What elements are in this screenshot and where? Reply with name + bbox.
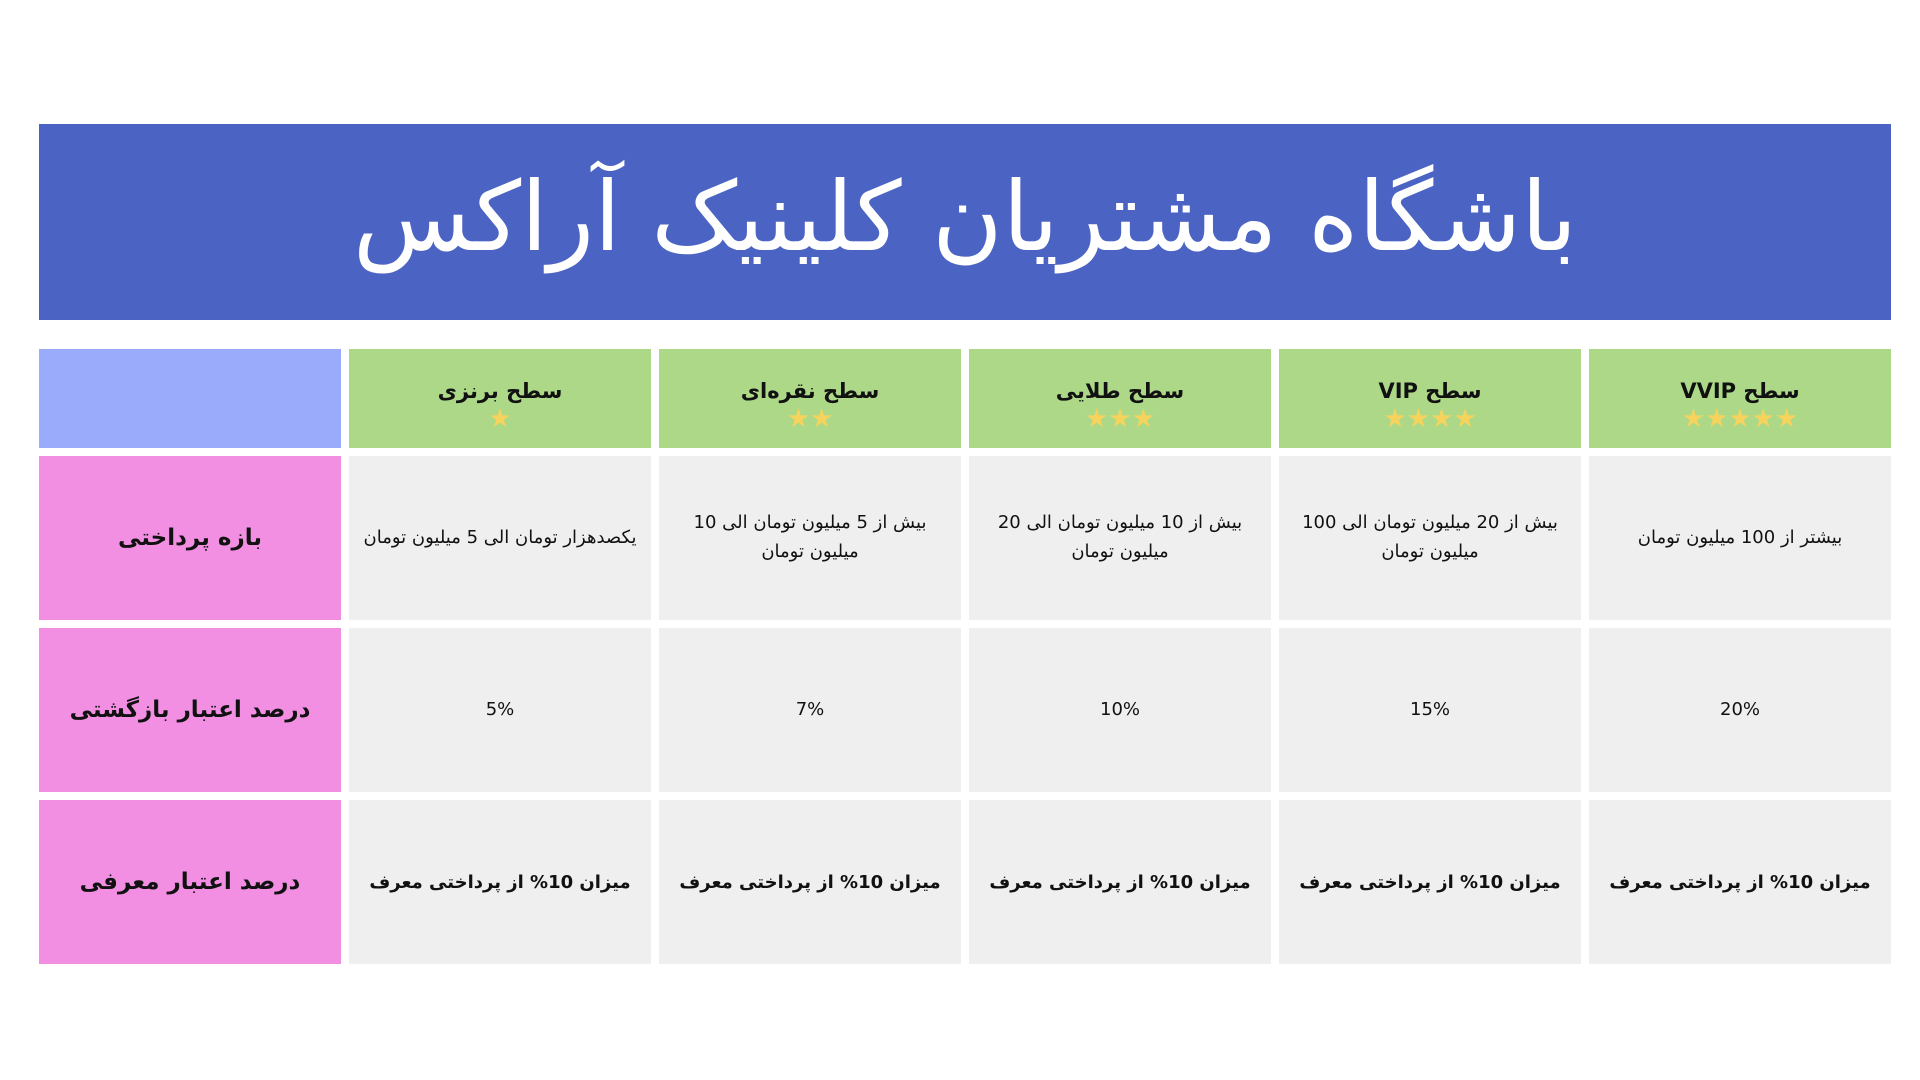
table-cell: یکصدهزار تومان الی 5 میلیون تومان xyxy=(349,456,651,620)
cashback-value: 10% xyxy=(1100,698,1141,720)
table-cell xyxy=(349,628,651,792)
table-cell xyxy=(659,628,961,792)
table-cell: میزان 10% از پرداختی معرف xyxy=(969,800,1271,964)
membership-table xyxy=(39,349,1891,962)
page-title: باشگاه مشتریان کلینیک آراکس xyxy=(352,161,1578,273)
cashback-value: 20% xyxy=(1720,698,1761,720)
cashback-value: 7% xyxy=(795,698,825,720)
table-corner-cell xyxy=(39,349,341,448)
star-icon: ★★★★ xyxy=(1383,404,1477,435)
tier-header-vvip xyxy=(1589,349,1891,448)
star-icon: ★ xyxy=(488,404,512,435)
cashback-value: 5% xyxy=(485,698,515,720)
row-label-payment-range: بازه پرداختی xyxy=(39,456,341,620)
tier-header-gold xyxy=(969,349,1271,448)
tier-name: سطح VVIP xyxy=(1680,378,1800,403)
tier-name: سطح برنزی xyxy=(437,378,563,403)
star-icon: ★★ xyxy=(786,404,834,435)
table-cell: بیشتر از 100 میلیون تومان xyxy=(1589,456,1891,620)
table-cell: بیش از 5 میلیون تومان الی 10 میلیون تومان xyxy=(659,456,961,620)
star-icon: ★★★★★ xyxy=(1681,404,1799,435)
table-cell xyxy=(1589,628,1891,792)
table-cell: میزان 10% از پرداختی معرف xyxy=(349,800,651,964)
star-icon: ★★★ xyxy=(1085,404,1155,435)
tier-name: سطح طلایی xyxy=(1055,378,1185,403)
row-label-referral: درصد اعتبار معرفی xyxy=(39,800,341,964)
table-cell: میزان 10% از پرداختی معرف xyxy=(1279,800,1581,964)
table-cell: بیش از 10 میلیون تومان الی 20 میلیون تومان xyxy=(969,456,1271,620)
table-cell: میزان 10% از پرداختی معرف xyxy=(659,800,961,964)
tier-header-vip xyxy=(1279,349,1581,448)
tier-header-bronze xyxy=(349,349,651,448)
row-label-cashback: درصد اعتبار بازگشتی xyxy=(39,628,341,792)
tier-name: سطح نقره‌ای xyxy=(740,378,880,403)
table-cell xyxy=(969,628,1271,792)
tier-header-silver xyxy=(659,349,961,448)
cashback-value: 15% xyxy=(1410,698,1451,720)
table-cell: میزان 10% از پرداختی معرف xyxy=(1589,800,1891,964)
table-cell: بیش از 20 میلیون تومان الی 100 میلیون تومان xyxy=(1279,456,1581,620)
title-banner xyxy=(39,124,1891,320)
table-cell xyxy=(1279,628,1581,792)
tier-name: سطح VIP xyxy=(1378,378,1482,403)
